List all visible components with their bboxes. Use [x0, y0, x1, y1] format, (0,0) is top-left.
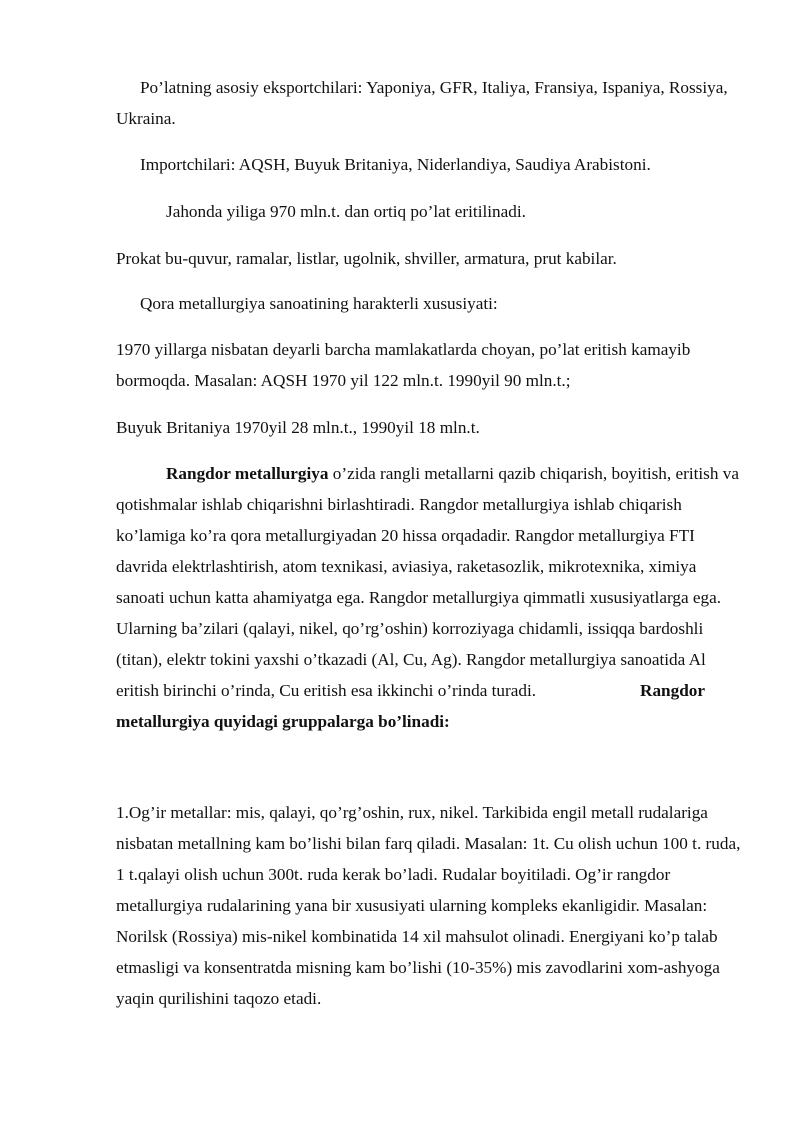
paragraph-nonferrous-metallurgy — [116, 458, 744, 737]
subheading-nonferrous-groups: Rangdor metallurgiya quyidagi gruppalarga bo’linadi: — [116, 681, 705, 731]
paragraph-steel-exporters: Po’latning asosiy eksportchilari: Yaponiya, GFR, Italiya, Fransiya, Ispaniya, Rossiya, Ukraina. — [116, 78, 728, 128]
paragraph-heavy-metals: 1.Og’ir metallar: mis, qalayi, qo’rg’oshin, rux, nikel. Tarkibida engil metall rudalariga nisbatan metallning kam bo’lishi bilan farq qiladi. Masalan: 1t. Cu olish uchun 100 t. ruda, 1 t.qalayi olish uchun 300t. ruda kerak bo’ladi. Rudalar boyitiladi. Og’ir rangdor metallurgiya rudalarining yana bir xususiyati ularning kompleks ekanligidir. Masalan: Norilsk (Rossiya) mis-nikel kombinatida 14 xil mahsulot olinadi. Energiyani ko’p talab etmasligi va konsentratda misning kam bo’lishi (10-35%) mis zavodlarini xom-ashyoga yaqin qurilishini taqozo etadi. — [116, 803, 741, 1008]
nonferrous-description: o’zida rangli metallarni qazib chiqarish, boyitish, eritish va qotishmalar ishlab chiqarishni birlashtiradi. Rangdor metallurgiya ishlab chiqarish ko’lamiga ko’ra qora metallurgiyadan 20 hissa orqadadir. Rangdor metallurgiya FTI davrida elektrlashtirish, atom texnikasi, aviasiya, raketasozlik, mikrotexnika, ximiya sanoati uchun katta ahamiyatga ega. Rangdor metallurgiya qimmatli xususiyatlarga ega. Ularning ba’zilari (qalayi, nikel, qo’rg’oshin) korroziyaga chidamli, issiqqa bardoshli (titan), elektr tokini yaxshi o’tkazadi (Al, Cu, Ag). Rangdor metallurgiya sanoatida Al eritish birinchi o’rinda, Cu eritish esa ikkinchi o’rinda turadi. — [116, 464, 739, 700]
paragraph-world-steel-output: Jahonda yiliga 970 mln.t. dan ortiq po’lat eritilinadi. — [166, 202, 526, 221]
paragraph-ferrous-characteristics: Qora metallurgiya sanoatining harakterli xususiyati: — [140, 294, 498, 313]
term-nonferrous-metallurgy: Rangdor metallurgiya — [166, 464, 329, 483]
paragraph-rolled-products: Prokat bu-quvur, ramalar, listlar, ugolnik, shviller, armatura, prut kabilar. — [116, 249, 617, 268]
paragraph-production-decline: 1970 yillarga nisbatan deyarli barcha mamlakatlarda choyan, po’lat eritish kamayib bormoqda. Masalan: AQSH 1970 yil 122 mln.t. 1990yil 90 mln.t.; — [116, 340, 691, 390]
paragraph-uk-figures: Buyuk Britaniya 1970yil 28 mln.t., 1990yil 18 mln.t. — [116, 418, 480, 437]
paragraph-steel-importers: Importchilari: AQSH, Buyuk Britaniya, Niderlandiya, Saudiya Arabistoni. — [140, 155, 651, 174]
